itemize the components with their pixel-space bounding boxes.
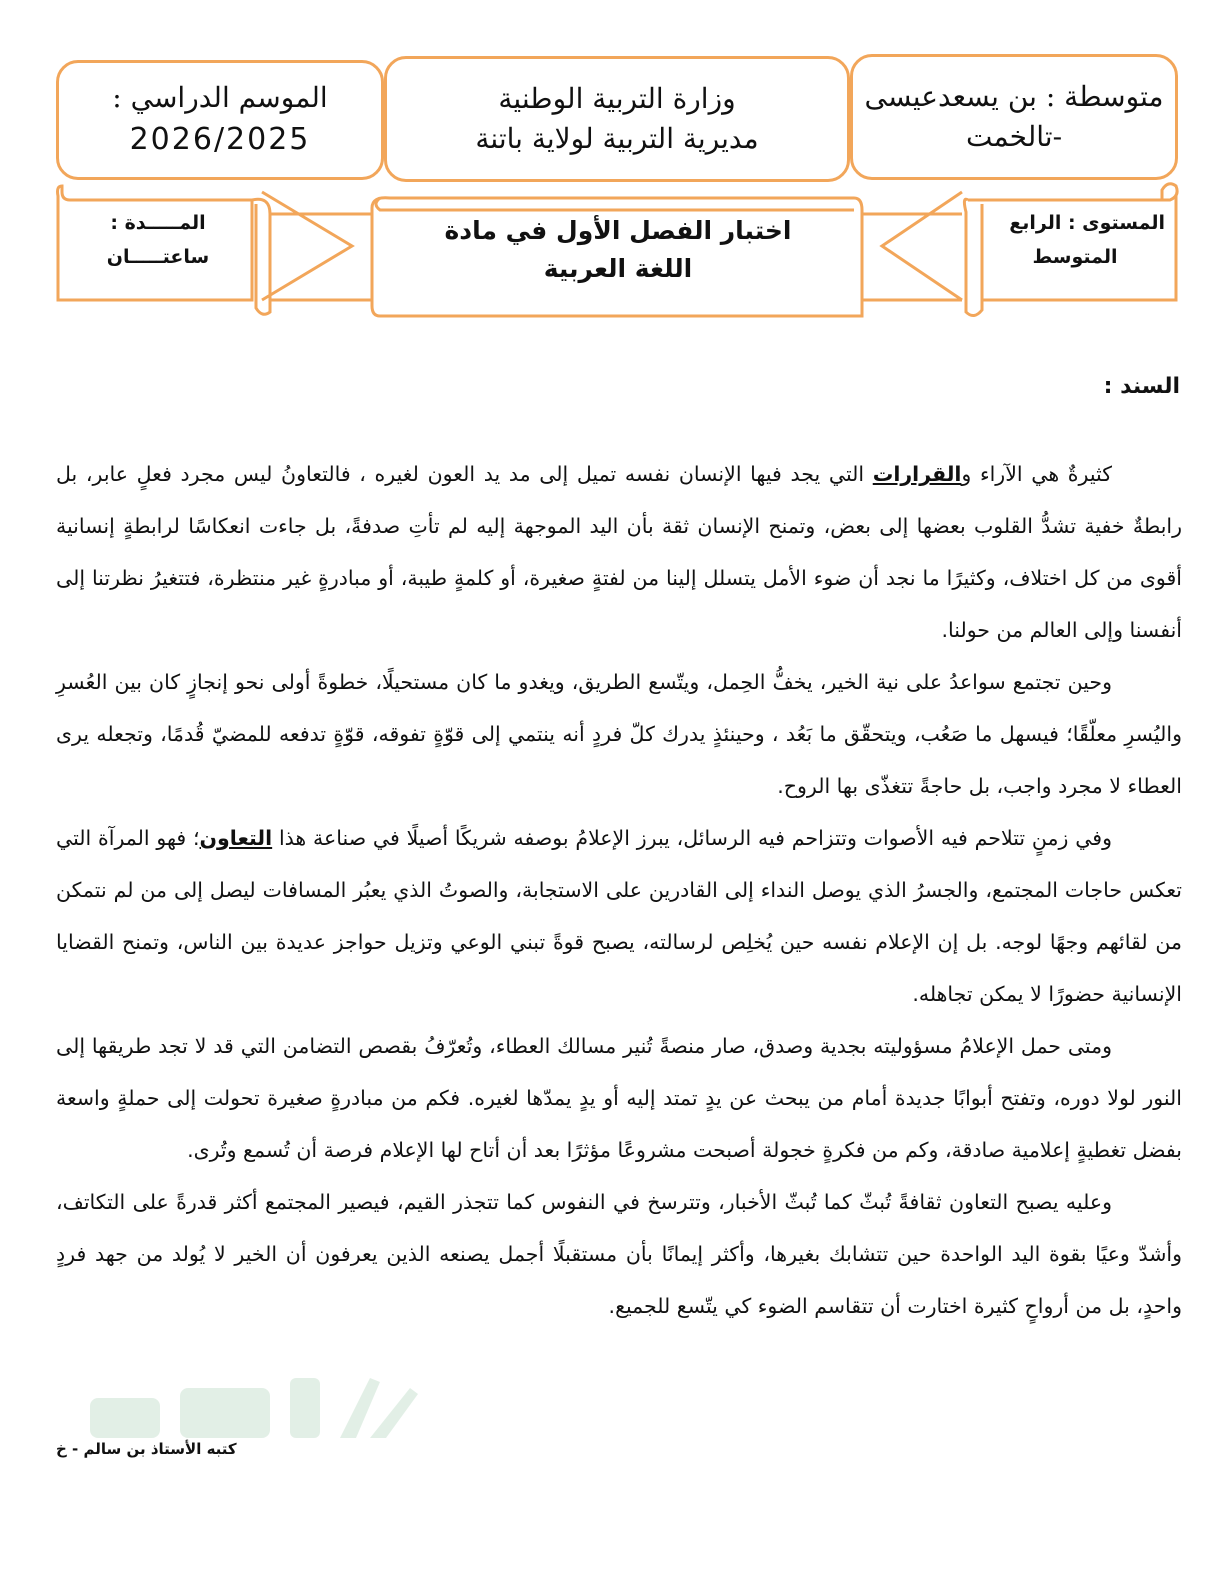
sanad-label: السند : xyxy=(1103,374,1180,399)
paragraph-5: وعليه يصبح التعاون ثقافةً تُبثّ كما تُبثّ الأخبار، وتترسخ في النفوس كما تتجذر القيم، فيصير المجتمع أكثر قدرةً على التكاتف، وأشدّ وعيًا بقوة اليد الواحدة حين تتشابك بغيرها، وأكثر إيمانًا بأن مستقبلًا أجمل يصنعه الذين يعرفون أن الخير لا يُولد من جهد فردٍ واحدٍ، بل من أرواحٍ كثيرة اختارت أن تتقاسم الضوء كي يتّسع للجميع. xyxy=(56,1190,1182,1318)
exam-title-line2: اللغة العربية xyxy=(543,254,693,283)
season-label: الموسم الدراسي : xyxy=(112,81,328,114)
season-value: 2026/2025 xyxy=(129,122,311,157)
paragraph-3-rest: ؛ فهو المرآة التي تعكس حاجات المجتمع، والجسرُ الذي يوصل النداء إلى القادرين على الاستجابة، والصوتُ الذي يعبُر المسافات ليصل إلى من لم نتمكن من لقائهم وجهًا لوجه. بل إن الإعلام نفسه حين يُخلِص لرسالته، يصبح قوةً تبني الوعي وتزيل حواجز عديدة بين الناس، وتمنح القضايا الإنسانية حضورًا لا يمكن تجاهله. xyxy=(56,826,1182,1006)
author-note: كتبه الأستاذ بن سالم - خ xyxy=(56,1440,237,1458)
underlined-word-taawun: التعاون xyxy=(199,826,273,850)
ministry-name: وزارة التربية الوطنية xyxy=(498,82,736,115)
school-name: متوسطة : بن يسعدعيسى xyxy=(864,80,1164,113)
paragraph-3-start: وفي زمنٍ تتلاحم فيه الأصوات وتتزاحم فيه الرسائل، يبرز الإعلامُ بوصفه شريكًا أصيلًا في صناعة هذا xyxy=(272,826,1112,850)
level-line2: المتوسط xyxy=(1032,246,1118,268)
duration-label: المـــــدة : xyxy=(110,212,206,234)
left-arrow-shape xyxy=(262,192,352,300)
banner-frame xyxy=(0,0,1224,340)
level-line1: المستوى : الرابع xyxy=(1009,212,1165,234)
paragraph-1-rest: التي يجد فيها الإنسان نفسه تميل إلى مد يد العون لغيره ، فالتعاونُ ليس مجرد فعلٍ عابر، بل رابطةٌ خفية تشدُّ القلوب بعضها إلى بعض، وتمنح الإنسان ثقة بأن اليد الموجهة إليه لم تأتِ صدفةً، بل جاءت انعكاسًا لرابطةٍ إنسانية أقوى من كل اختلاف، وكثيرًا ما نجد أن ضوء الأمل يتسلل إلينا من لفتةٍ صغيرة، أو كلمةٍ طيبة، أو مبادرةٍ غير منتظرة، فتتغيرُ نظرتنا إلى أنفسنا وإلى العالم من حولنا. xyxy=(56,462,1182,642)
paragraph-1 xyxy=(56,448,1182,656)
school-town: -تالخمت xyxy=(965,120,1063,153)
duration-info xyxy=(78,206,238,274)
exam-title xyxy=(380,212,856,288)
level-scroll-shape xyxy=(968,184,1177,200)
paragraph-4: ومتى حمل الإعلامُ مسؤوليته بجدية وصدق، صار منصةً تُنير مسالك العطاء، وتُعرّفُ بقصص التضامن التي قد لا تجد طريقها إلى النور لولا دوره، وتفتح أبوابًا جديدة أمام من يبحث عن يدٍ تمتد إليه أو يدٍ يمدّها لغيره. فكم من مبادرةٍ صغيرة تحولت إلى حملةٍ واسعة بفضل تغطيةٍ إعلامية صادقة، وكم من فكرةٍ خجولة أصبحت مشروعًا مؤثرًا بعد أن أتاح لها الإعلام فرصة أن تُسمع وتُرى. xyxy=(56,1034,1182,1162)
exam-title-line1: اختبار الفصل الأول في مادة xyxy=(444,216,792,245)
paragraph-2: وحين تجتمع سواعدُ على نية الخير، يخفُّ الحِمل، ويتّسع الطريق، ويغدو ما كان مستحيلًا، خطوةً أولى نحو إنجازٍ كان بين العُسرِ واليُسرِ معلّقًا؛ فيسهل ما صَعُب، ويتحقّق ما بَعُد ، وحينئذٍ يدرك كلّ فردٍ أنه ينتمي إلى قوّةٍ تفوقه، قوّةٍ تدفعه للمضيّ قُدمًا، وتجعله يرى العطاء لا مجرد واجب، بل حاجةً تتغذّى بها الروح. xyxy=(56,670,1182,798)
duration-value: ساعتـــــان xyxy=(106,246,210,268)
right-arrow-shape xyxy=(882,192,962,300)
level-info xyxy=(985,206,1165,274)
directorate-name: مديرية التربية لولاية باتنة xyxy=(475,122,759,155)
paragraph-1-start: كثيرةٌ هي الآراء و xyxy=(961,462,1112,486)
paragraph-3 xyxy=(56,812,1182,1020)
reading-passage xyxy=(56,448,1182,1332)
underlined-word-qararat: القرارات xyxy=(872,462,962,486)
